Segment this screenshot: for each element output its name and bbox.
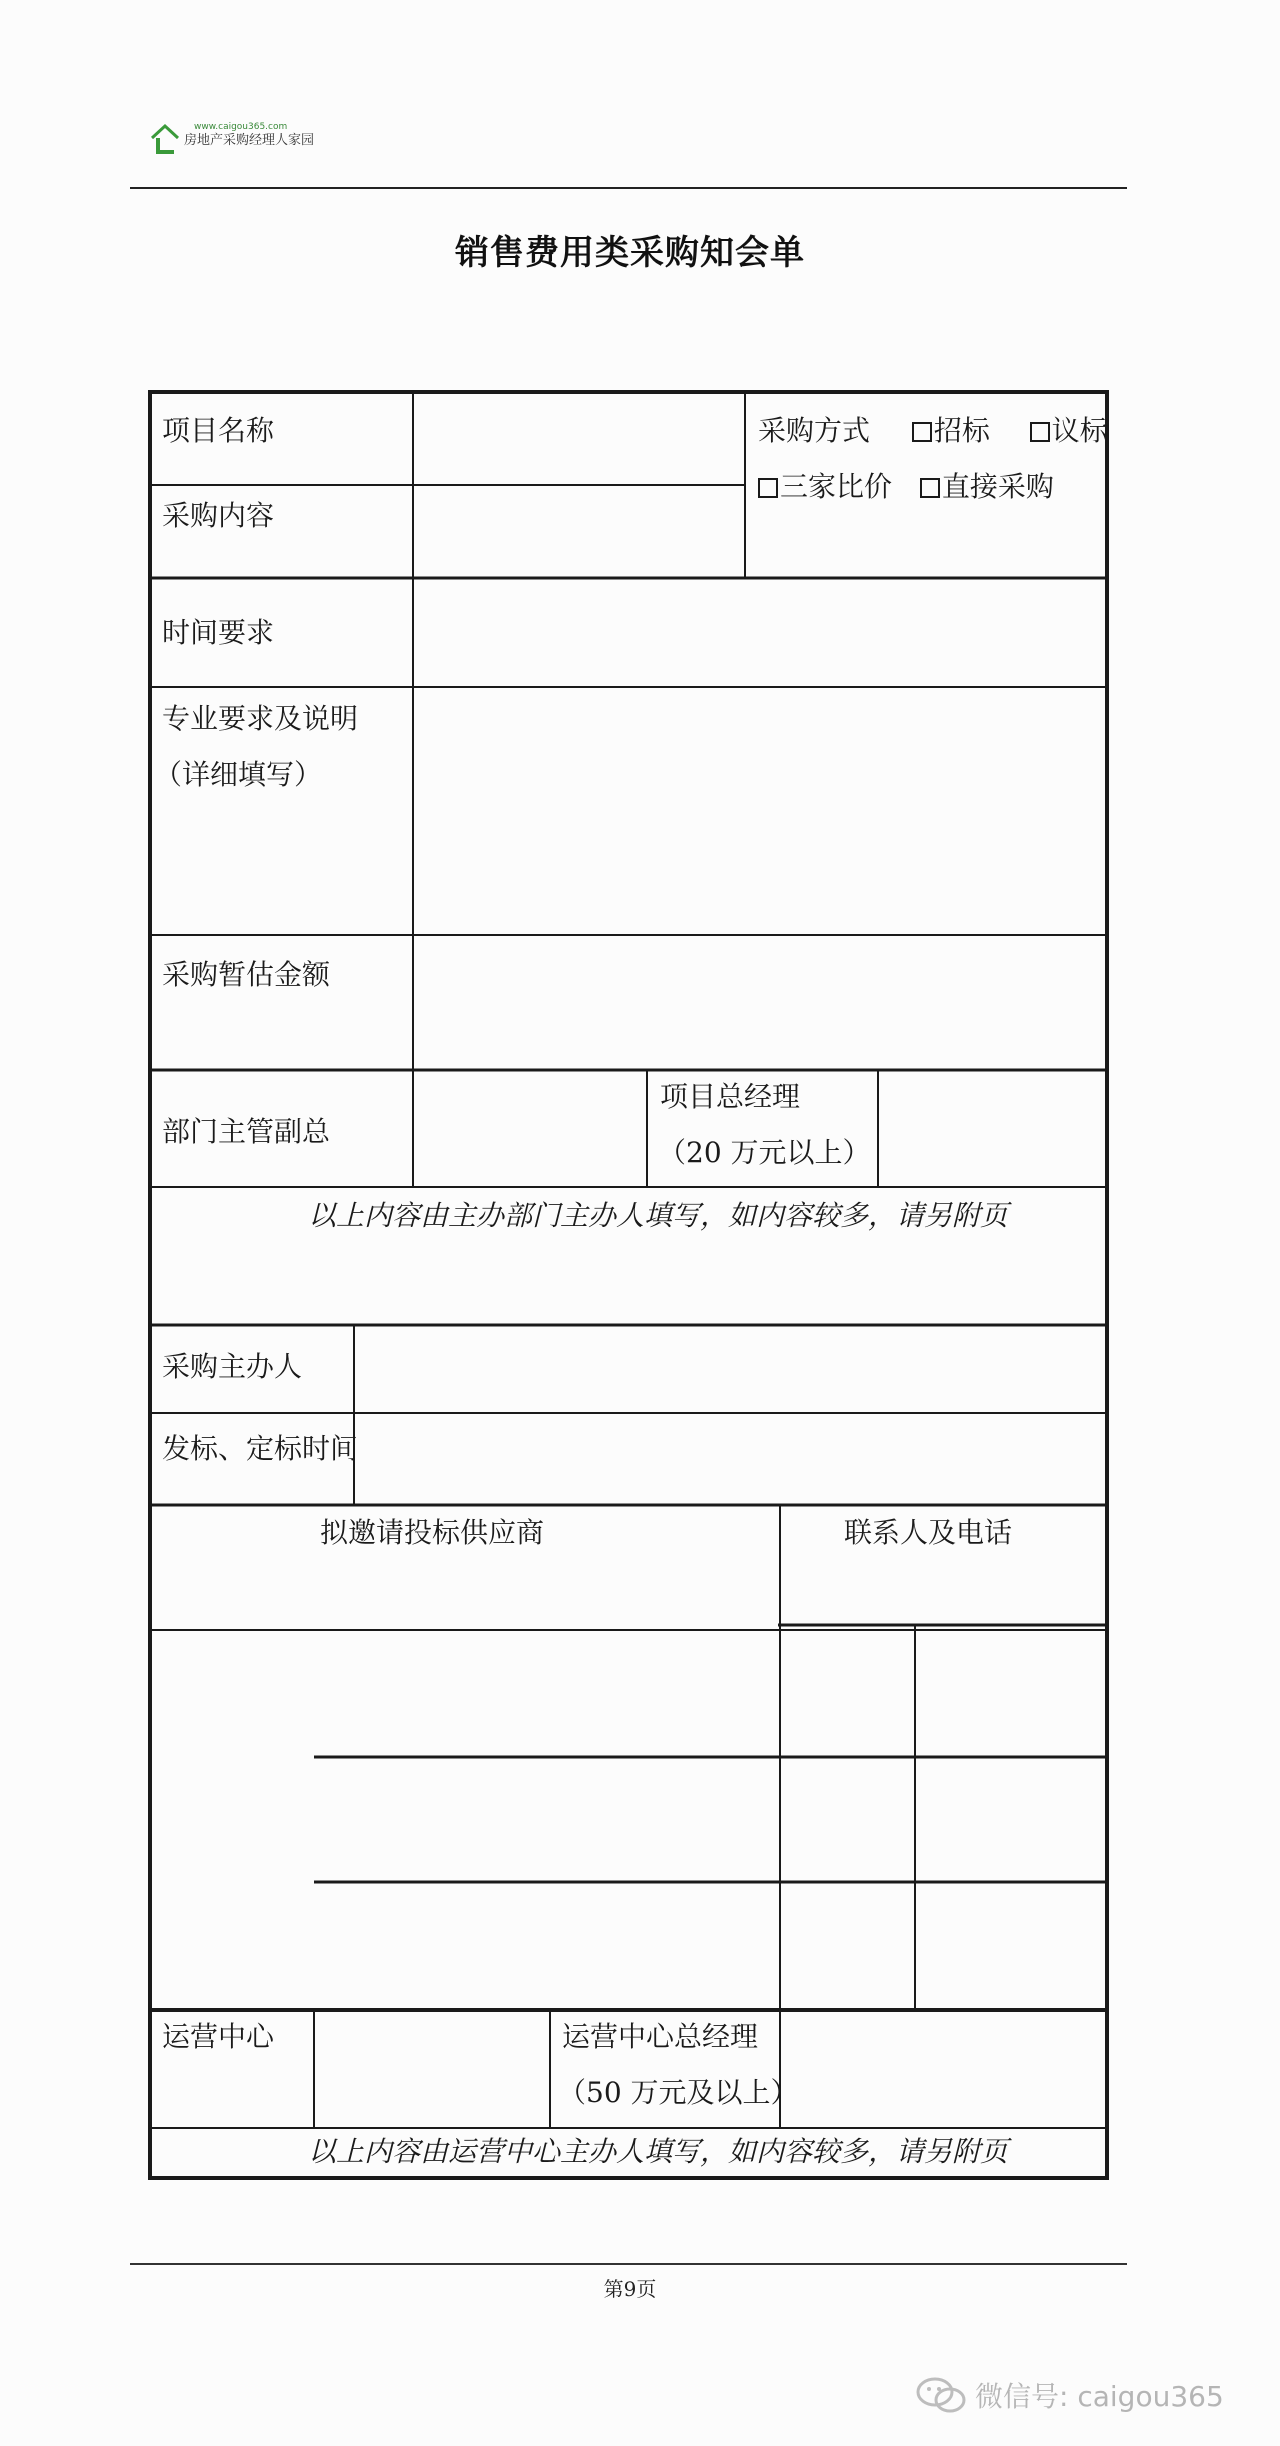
option-three-quotes: 三家比价: [780, 470, 893, 503]
label-project-gm: 项目总经理: [660, 1080, 801, 1113]
label-time-requirement: 时间要求: [162, 616, 275, 649]
checkbox-tender[interactable]: [912, 422, 932, 442]
header-rule: [130, 187, 1127, 189]
label-bid-time: 发标、定标时间: [162, 1432, 359, 1465]
label-dept-head: 部门主管副总: [162, 1115, 331, 1148]
label-project-name: 项目名称: [162, 414, 275, 447]
wechat-watermark: [915, 2375, 1224, 2415]
watermark-text: 微信号: caigou365: [975, 2380, 1224, 2413]
form-grid: [148, 390, 1109, 2180]
label-contact-phone: 联系人及电话: [844, 1516, 1013, 1549]
checkbox-three-quotes[interactable]: [758, 478, 778, 498]
header-logo: [150, 122, 314, 156]
label-estimated-amount: 采购暂估金额: [162, 958, 331, 991]
checkbox-negotiation[interactable]: [1030, 422, 1050, 442]
logo-url: www.caigou365.com: [194, 122, 288, 132]
procurement-method-row-2: [758, 470, 1054, 504]
label-procurement-handler: 采购主办人: [162, 1350, 303, 1383]
checkbox-direct-purchase[interactable]: [920, 478, 940, 498]
label-procurement-method: 采购方式: [758, 414, 871, 447]
label-ops-gm: 运营中心总经理: [562, 2020, 759, 2053]
note-ops-fill: 以上内容由运营中心主办人填写，如内容较多，请另附页: [308, 2135, 1009, 2168]
footer-rule: [130, 2263, 1127, 2265]
house-logo-icon: [150, 122, 180, 156]
label-spec-requirement: 专业要求及说明: [162, 702, 359, 735]
option-direct-purchase: 直接采购: [941, 470, 1054, 503]
label-spec-detail: （详细填写）: [154, 758, 323, 791]
procurement-form: [148, 390, 1109, 2180]
label-project-gm-note: （20 万元以上）: [658, 1136, 871, 1169]
procurement-method-row-1: [758, 414, 1108, 448]
logo-name: 房地产采购经理人家园: [184, 133, 315, 148]
label-invited-suppliers: 拟邀请投标供应商: [320, 1516, 545, 1549]
option-negotiation: 议标: [1051, 414, 1108, 447]
option-tender: 招标: [933, 414, 990, 447]
page-title: 销售费用类采购知会单: [455, 233, 805, 273]
label-ops-gm-note: （50 万元及以上）: [558, 2076, 799, 2109]
label-procurement-content: 采购内容: [162, 499, 275, 532]
note-dept-fill: 以上内容由主办部门主办人填写，如内容较多，请另附页: [308, 1199, 1009, 1232]
page-number: 第9页: [603, 2277, 657, 2301]
wechat-icon: [915, 2375, 967, 2415]
label-ops-center: 运营中心: [162, 2020, 275, 2053]
